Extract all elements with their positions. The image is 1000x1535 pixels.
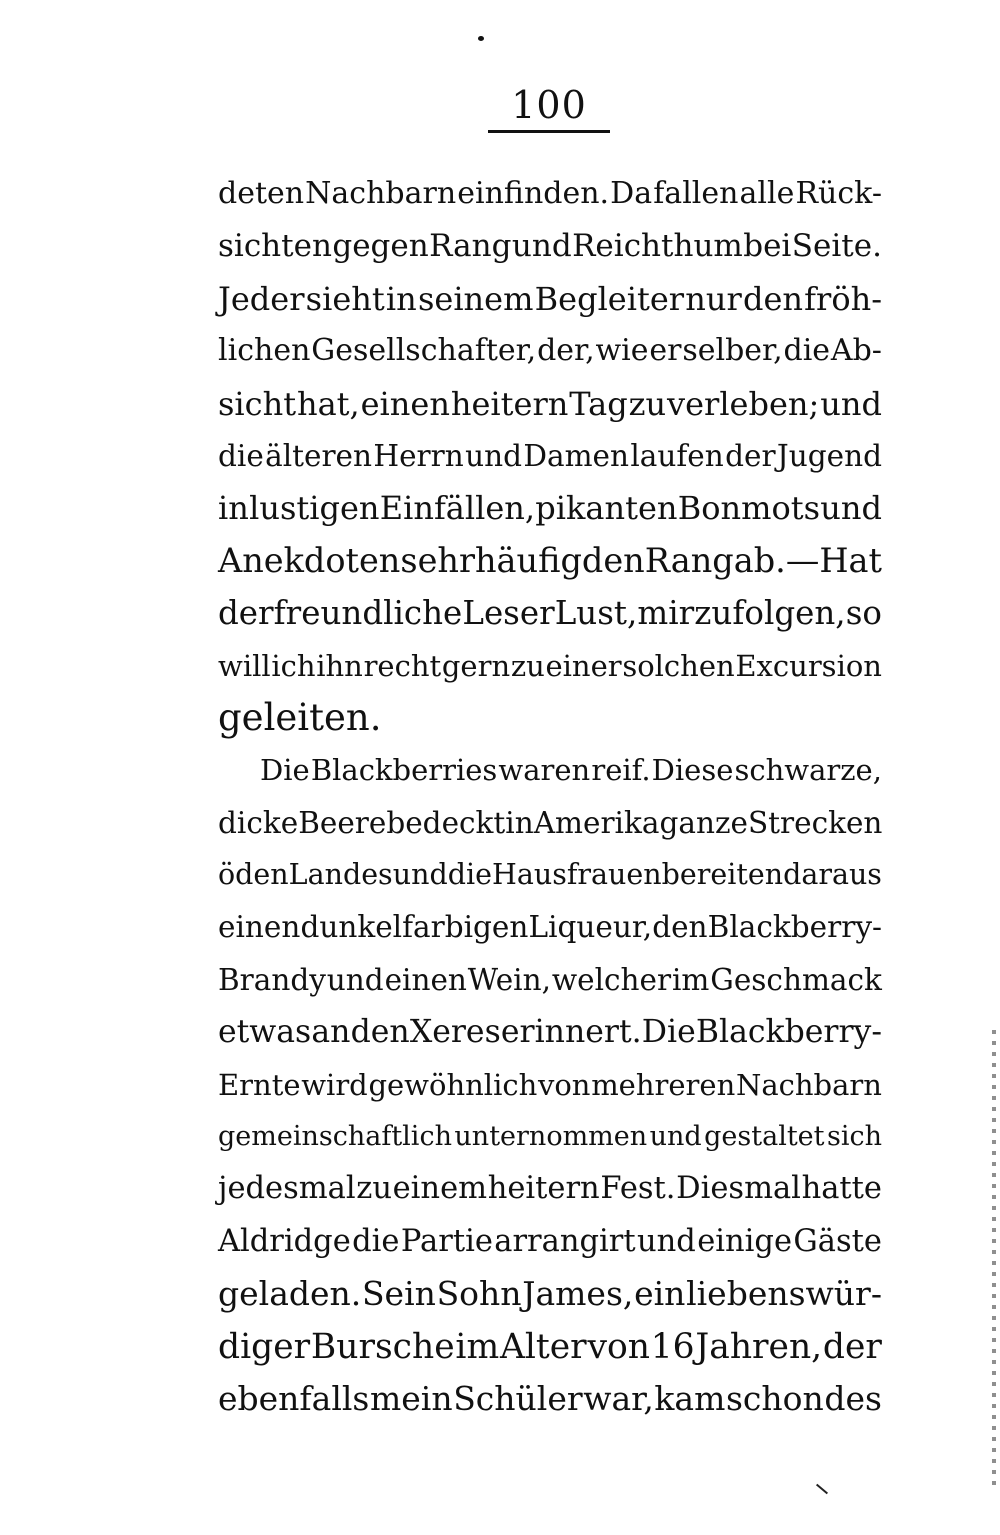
word: fallen — [653, 176, 739, 211]
word: einfinden. — [457, 176, 610, 211]
word: mein — [369, 1378, 453, 1418]
text-line — [218, 430, 882, 482]
word: die — [783, 333, 831, 369]
word: ab. — [733, 540, 786, 580]
text-line — [218, 1268, 882, 1320]
word: liebenswür- — [686, 1274, 882, 1314]
text-line — [218, 797, 882, 849]
word: Ernte — [218, 1067, 301, 1102]
word: erinnert. — [500, 1014, 642, 1051]
word: im — [455, 1326, 500, 1367]
text-line — [218, 640, 882, 692]
word: in — [505, 805, 534, 840]
body-text — [218, 168, 882, 1425]
text-line — [218, 1163, 882, 1215]
text-line — [218, 168, 882, 220]
word: und — [392, 858, 448, 892]
word: daraus — [783, 858, 882, 892]
word: — — [785, 540, 820, 580]
word: Landes — [288, 858, 393, 892]
word: etwas — [218, 1014, 312, 1051]
word: geleiten. — [218, 695, 382, 739]
word: 16 — [650, 1326, 695, 1367]
word: heitern — [450, 384, 569, 423]
word: geladen. — [218, 1274, 362, 1314]
word: Da — [610, 176, 653, 211]
text-line — [218, 535, 882, 587]
word: lustigen — [249, 489, 380, 528]
word: Xeres — [409, 1014, 501, 1051]
word: Nachbarn — [305, 176, 457, 211]
word: und — [820, 489, 882, 528]
word: will — [218, 648, 271, 683]
word: zu — [356, 1171, 392, 1207]
word: die — [218, 438, 264, 473]
word: unternommen — [454, 1121, 648, 1153]
word: ganze — [659, 805, 748, 840]
word: bedeckt — [386, 805, 506, 840]
word: Die — [641, 1014, 696, 1051]
word: den — [742, 279, 803, 318]
word: und — [326, 962, 384, 997]
word: einen — [384, 962, 467, 997]
print-speck — [816, 1484, 828, 1495]
word: sichten — [218, 228, 332, 265]
word: folgen, — [732, 594, 846, 633]
word: Partie — [400, 1223, 493, 1259]
word: Anekdoten — [218, 540, 401, 580]
word: und — [637, 1223, 696, 1259]
word: Strecken — [747, 805, 883, 840]
word: so — [845, 594, 882, 633]
word: einer — [545, 648, 622, 683]
word: hat, — [296, 384, 360, 423]
word: Wein, — [467, 962, 551, 997]
text-line — [218, 325, 882, 377]
word: Begleiter — [534, 279, 685, 318]
word: verleben; — [667, 384, 820, 423]
word: diger — [218, 1326, 311, 1367]
word: ein — [634, 1274, 686, 1314]
scan-edge-marks — [992, 1030, 996, 1490]
word: pikanten — [535, 489, 678, 528]
word: Bursche — [310, 1326, 455, 1367]
word: schon — [725, 1378, 824, 1418]
text-line — [218, 1059, 882, 1111]
word: mehreren — [591, 1067, 736, 1102]
word: einen — [360, 384, 450, 423]
word: heitern — [487, 1171, 600, 1207]
word: Aldridge — [218, 1223, 351, 1259]
text-line — [218, 692, 882, 744]
word: einen — [218, 910, 301, 945]
word: Brandy — [218, 962, 326, 997]
word: Sohn — [436, 1274, 522, 1314]
word: dunkelfarbigen — [300, 910, 529, 945]
word: zu — [510, 648, 545, 683]
word: Alter — [499, 1326, 587, 1367]
word: Beere — [298, 805, 387, 840]
word: Jeder — [218, 279, 305, 318]
word: Schüler — [453, 1378, 583, 1418]
word: lichen — [218, 333, 311, 369]
word: bei — [743, 228, 792, 265]
word: er — [649, 333, 682, 369]
word: wird — [301, 1067, 368, 1102]
word: Jahren, — [695, 1326, 823, 1367]
word: die — [447, 858, 492, 892]
word: Hausfrauen — [492, 858, 662, 892]
text-line — [218, 954, 882, 1006]
word: Blackberry- — [695, 1014, 882, 1051]
word: Rück- — [795, 176, 882, 211]
word: an — [311, 1014, 351, 1051]
word: gern — [441, 648, 511, 683]
word: ich — [271, 648, 316, 683]
word: gemeinschaftlich — [218, 1121, 452, 1153]
text-line — [218, 273, 882, 325]
word: einige — [697, 1223, 792, 1259]
word: Amerika — [533, 805, 660, 840]
word: ebenfalls — [218, 1378, 370, 1418]
word: im — [671, 962, 710, 997]
word: Diesmal — [676, 1171, 801, 1207]
word: und — [511, 228, 572, 265]
text-line — [218, 1373, 882, 1425]
word: mir — [637, 594, 695, 633]
word: Diese — [651, 753, 734, 788]
word: Geschmack — [710, 962, 882, 997]
word: gestaltet — [704, 1121, 825, 1153]
text-line — [218, 1216, 882, 1268]
word: Nachbarn — [735, 1067, 882, 1102]
word: zu — [628, 384, 667, 423]
word: Die — [260, 753, 310, 788]
word: Tag — [569, 384, 628, 423]
word: Fest. — [600, 1171, 676, 1207]
text-line — [218, 901, 882, 953]
word: den — [350, 1014, 410, 1051]
word: von — [587, 1326, 650, 1367]
word: deten — [218, 176, 305, 211]
word: seinem — [417, 279, 534, 318]
word: des — [824, 1378, 882, 1418]
word: den — [581, 540, 645, 580]
word: schwarze, — [734, 753, 882, 788]
word: Seite. — [791, 228, 882, 265]
word: Leser — [462, 594, 555, 633]
word: in — [385, 279, 417, 318]
word: waren — [498, 753, 591, 788]
word: Herrn — [373, 438, 464, 473]
word: Damen — [523, 438, 630, 473]
word: und — [649, 1121, 702, 1153]
word: Blackberries — [310, 753, 498, 788]
word: der — [218, 594, 274, 633]
word: den — [652, 910, 708, 945]
word: fröh- — [804, 279, 882, 318]
word: zu — [694, 594, 733, 633]
word: Rang — [429, 228, 512, 265]
word: von — [537, 1067, 591, 1102]
text-line — [218, 849, 882, 901]
word: James, — [522, 1274, 634, 1314]
word: und — [465, 438, 522, 473]
word: Lust, — [554, 594, 638, 633]
word: der, — [537, 333, 595, 369]
word: selber, — [682, 333, 783, 369]
word: arrangirt — [494, 1223, 636, 1259]
word: war, — [583, 1378, 654, 1418]
word: sehr — [400, 540, 475, 580]
word: Gesellschafter, — [311, 333, 537, 369]
word: der — [725, 438, 776, 473]
word: sieht — [305, 279, 385, 318]
word: und — [820, 384, 882, 423]
text-line — [218, 482, 882, 534]
word: freundliche — [273, 594, 463, 633]
word: Reichthum — [572, 228, 743, 265]
text-line — [218, 587, 882, 639]
word: laufen — [630, 438, 724, 473]
word: der — [822, 1326, 882, 1367]
word: sich — [826, 1121, 882, 1153]
text-line — [218, 744, 882, 796]
word: öden — [218, 858, 289, 892]
word: gewöhnlich — [368, 1067, 538, 1102]
word: jedesmal — [218, 1171, 356, 1207]
text-line — [218, 220, 882, 272]
page-number-rule — [488, 130, 610, 133]
word: recht — [363, 648, 442, 683]
word: Sein — [361, 1274, 436, 1314]
word: Einfällen, — [379, 489, 536, 528]
word: Bonmots — [677, 489, 821, 528]
text-line — [218, 378, 882, 430]
print-speck — [478, 36, 484, 41]
word: Rang — [644, 540, 734, 580]
word: hatte — [801, 1171, 882, 1207]
word: Hat — [819, 540, 882, 580]
word: kam — [654, 1378, 726, 1418]
word: die — [352, 1223, 400, 1259]
word: wie — [595, 333, 649, 369]
word: Gäste — [793, 1223, 882, 1259]
word: alle — [739, 176, 795, 211]
word: ihn — [316, 648, 363, 683]
word: Jugend — [776, 438, 882, 473]
text-line — [218, 1321, 882, 1373]
word: Ab- — [830, 333, 882, 369]
text-line — [218, 1111, 882, 1163]
word: solchen — [622, 648, 735, 683]
word: Liqueur, — [528, 910, 653, 945]
word: reif. — [591, 753, 651, 788]
text-line — [218, 1006, 882, 1058]
word: gegen — [332, 228, 429, 265]
word: einem — [392, 1171, 488, 1207]
word: dicke — [218, 805, 299, 840]
word: sicht — [218, 384, 297, 423]
word: welcher — [551, 962, 672, 997]
word: häufig — [474, 540, 582, 580]
word: in — [218, 489, 249, 528]
page-number: 100 — [511, 83, 587, 127]
word: älteren — [265, 438, 373, 473]
word: bereiten — [661, 858, 784, 892]
word: nur — [685, 279, 742, 318]
word: Excursion — [735, 648, 882, 683]
word: Blackberry- — [707, 910, 882, 945]
